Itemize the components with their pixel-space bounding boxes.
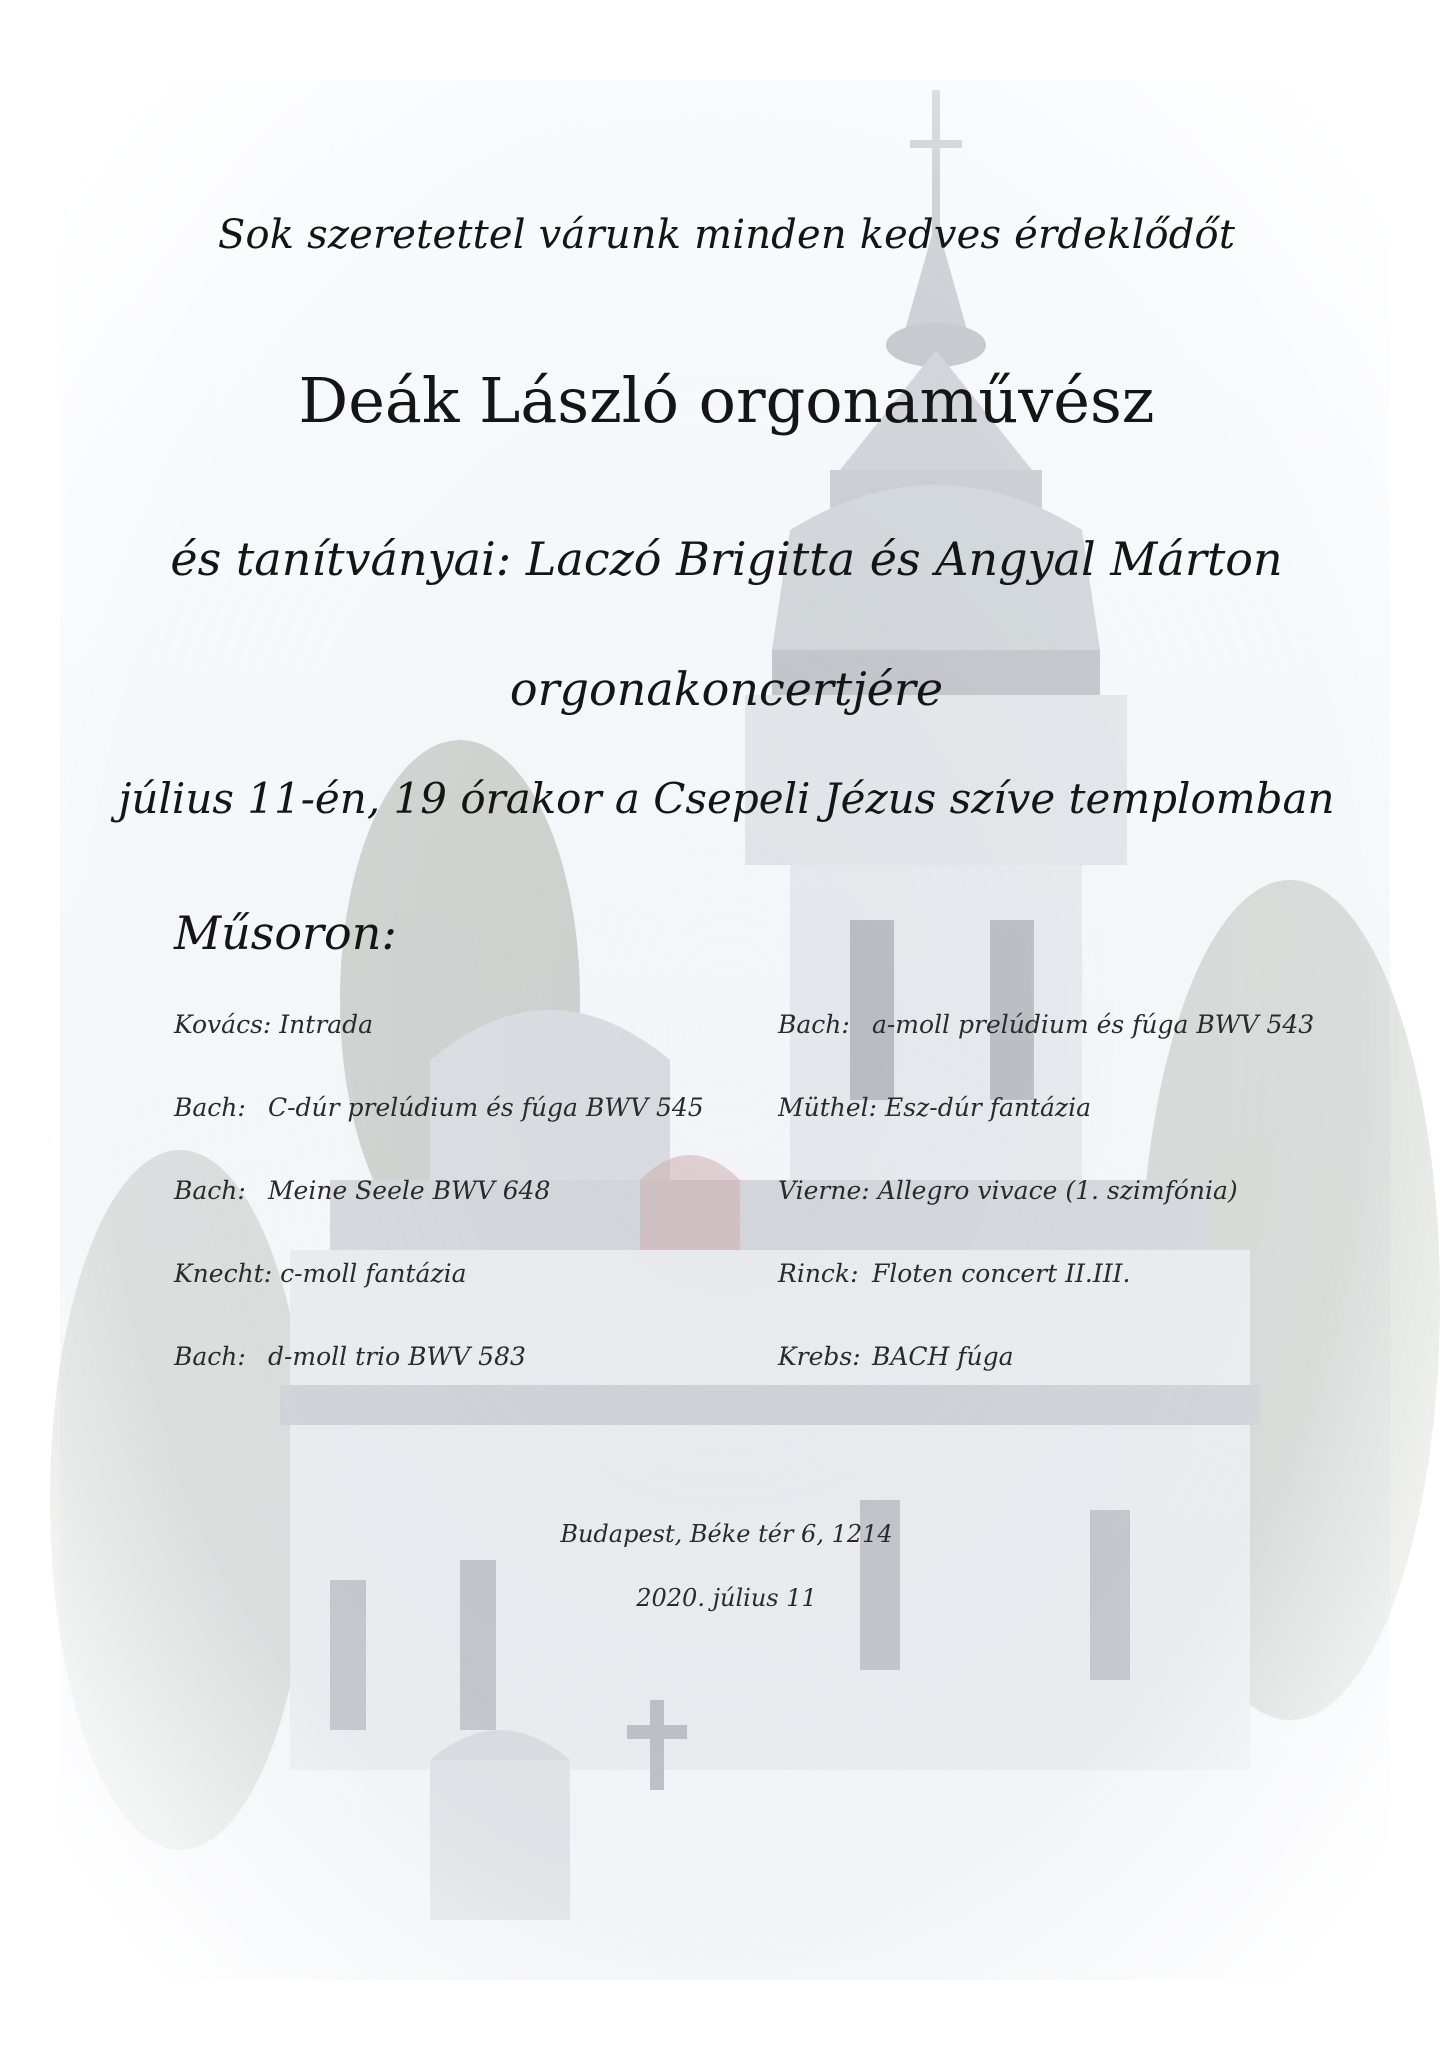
program-piece: c-moll fantázia — [280, 1259, 467, 1288]
program-composer: Bach: — [174, 1342, 246, 1371]
students-line: és tanítványai: Laczó Brigitta és Angyal Márton — [170, 532, 1283, 586]
program-piece: Esz-dúr fantázia — [885, 1093, 1091, 1122]
program-item — [778, 1093, 1091, 1122]
program-heading: Műsoron: — [174, 906, 397, 960]
program-composer: Bach: — [174, 1176, 246, 1205]
program-composer: Krebs: — [778, 1342, 861, 1371]
program-item — [778, 1176, 1238, 1205]
program-piece: Meine Seele BWV 648 — [267, 1176, 551, 1205]
program-piece: C-dúr prelúdium és fúga BWV 545 — [267, 1093, 704, 1122]
program-piece: BACH fúga — [871, 1342, 1014, 1371]
program-piece: Floten concert II.III. — [871, 1259, 1131, 1288]
program-piece: a-moll prelúdium és fúga BWV 543 — [871, 1010, 1315, 1039]
performer-title: Deák László orgonaművész — [298, 364, 1155, 437]
program-composer: Müthel: — [778, 1093, 878, 1122]
program-item — [778, 1259, 1130, 1288]
event-datetime-place: július 11-én, 19 órakor a Csepeli Jézus szíve templomban — [118, 774, 1335, 823]
program-composer: Rinck: — [778, 1259, 859, 1288]
invitation-text: Sok szeretettel várunk minden kedves érdeklődőt — [217, 212, 1236, 258]
program-piece: d-moll trio BWV 583 — [267, 1342, 526, 1371]
program-item — [174, 1093, 704, 1122]
poster-date: 2020. július 11 — [636, 1584, 817, 1612]
program-piece: Allegro vivace (1. szimfónia) — [877, 1176, 1238, 1205]
program-piece: Intrada — [279, 1010, 374, 1039]
program-composer: Bach: — [778, 1010, 850, 1039]
venue-address: Budapest, Béke tér 6, 1214 — [560, 1520, 893, 1548]
program-item — [174, 1010, 373, 1039]
program-item — [778, 1342, 1014, 1371]
program-item — [174, 1259, 467, 1288]
program-composer: Kovács: — [174, 1010, 272, 1039]
program-item — [174, 1342, 526, 1371]
program-item — [778, 1010, 1314, 1039]
program-composer: Bach: — [174, 1093, 246, 1122]
program-composer: Knecht: — [174, 1259, 273, 1288]
event-subject: orgonakoncertjére — [509, 662, 944, 716]
program-composer: Vierne: — [778, 1176, 870, 1205]
program-item — [174, 1176, 550, 1205]
